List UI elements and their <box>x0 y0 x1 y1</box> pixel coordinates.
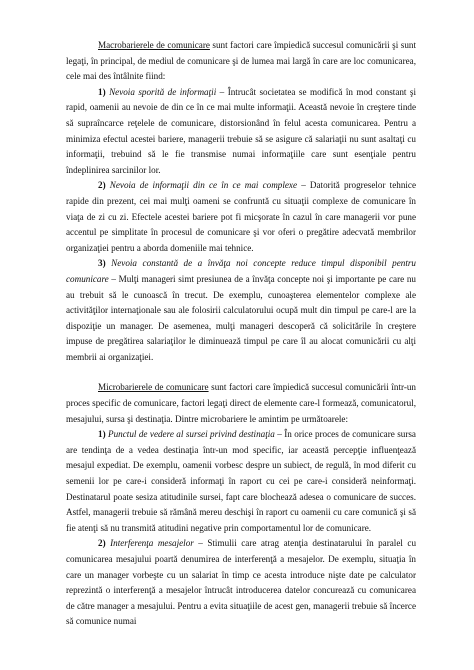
macro-item-1 <box>66 85 416 179</box>
micro-item-1-text: – În orice proces de comunicare sursa are tendinţa de a vedea destinaţia într-un mod specific, iar această percepţie influenţează mesajul expediat. De exemplu, oamenii vorbesc despre un subiect, de regulă, în mod diferit cu semenii lor pe care-i consideră informaţi în raport cu cei pe care-i consideră neinformaţi. Destinatarul poate sesiza atitudinile sursei, fapt care blochează adesea o comunicare de succes. Astfel, managerii trebuie să rămână mereu deschişi în raport cu oamenii cu care comunică şi să fie atenţi să nu transmită atitudini negative prin comportamentul lor de comunicare. <box>66 429 416 533</box>
macro-item-3-title: Nevoia constantă de a învăţa noi concepte reduce timpul disponibil pentru comunicare <box>66 258 416 284</box>
micro-intro-text: sunt factori care împiedică succesul comunicării într-un proces specific de comunicare, factori legaţi direct de elemente care-l formează, comunicatorul, mesajului, sursa şi destinaţia. Dintre microbariere le amintim pe următoarele: <box>66 382 416 424</box>
macro-item-1-text: – Întrucât societatea se modifică în mod constant şi rapid, oamenii au nevoie de din ce în ce mai multe informaţii. Această nevoie în creştere tinde să supraîncarce reţelele de comunicare, distorsionând în felul acesta comunicarea. Pentru a minimiza efectul acestei bariere, managerii trebuie să se asigure că salariaţii nu sunt asaltaţi cu informaţii, trebuind să le fie transmise numai informaţiile care sunt esenţiale pentru îndeplinirea sarcinilor lor. <box>66 86 417 175</box>
macro-item-2-num: 2) <box>98 180 106 191</box>
micro-item-2-title: Interferenţa mesajelor <box>110 538 194 549</box>
micro-item-2-num: 2) <box>98 538 106 549</box>
micro-item-1 <box>66 427 416 536</box>
macro-item-2-text: – Datorită progreselor tehnice rapide din prezent, cei mai mulţi oameni se confruntă cu situaţii complexe de comunicare în viaţa de zi cu zi. Efectele acestei bariere pot fi micşorate în cazul în care managerii vor pune accentul pe simplitate în procesul de comunicare şi vor oferi o pregătire adecvată membrilor organizaţiei pentru a aborda domeniile mai tehnice. <box>66 180 417 253</box>
micro-intro-paragraph <box>66 380 416 427</box>
macro-item-3-text: – Mulţi manageri simt presiunea de a învăţa concepte noi şi importante pe care nu au trebuit să le cunoască în trecut. De exemplu, cunoaşterea elementelor complexe ale activităţilor internaţionale sau ale folosirii calculatorului ocupă mult din timpul pe care-l are la dispoziţie un manager. De asemenea, mulţi manageri descoperă că solicitările în creştere impuse de pregătirea salariaţilor le diminuează timpul pe care îl au alocat comunicării cu alţi membrii ai organizaţiei. <box>66 273 416 362</box>
micro-item-2-text: – Stimulii care atrag atenţia destinatarului în paralel cu comunicarea mesajului poartă denumirea de interferenţă a mesajelor. De exemplu, situaţia în care un manager vorbeşte cu un salariat în timp ce acesta introduce nişte date pe calculator reprezintă o interferenţă a mesajelor întrucât introducerea datelor concurează cu comunicarea de către manager a mesajului. Pentru a evita situaţiile de acest gen, managerii trebuie să încerce să comunice numai <box>66 538 417 627</box>
micro-term: Microbarierele de comunicare <box>98 382 209 393</box>
macro-item-3-num: 3) <box>98 258 106 269</box>
micro-item-1-title: Punctul de vedere al sursei privind destinaţia <box>108 429 275 440</box>
micro-item-2 <box>66 536 416 630</box>
micro-item-1-num: 1) <box>98 429 106 440</box>
macro-intro-text: sunt factori care împiedică succesul comunicării şi sunt legaţi, în principal, de mediul de comunicare şi de lumea mai largă în care are loc comunicarea, cele mai des întâlnite fiind: <box>66 40 416 82</box>
macro-item-1-num: 1) <box>98 86 106 97</box>
macro-item-2 <box>66 178 416 256</box>
macro-item-3 <box>66 256 416 365</box>
macro-intro-paragraph <box>66 38 416 85</box>
section-gap <box>66 365 416 380</box>
macro-item-1-title: Nevoia sporită de informaţii <box>109 86 217 97</box>
macro-item-2-title: Nevoia de informaţii din ce în ce mai complexe <box>109 180 298 191</box>
macro-term: Macrobarierele de comunicare <box>98 40 210 50</box>
